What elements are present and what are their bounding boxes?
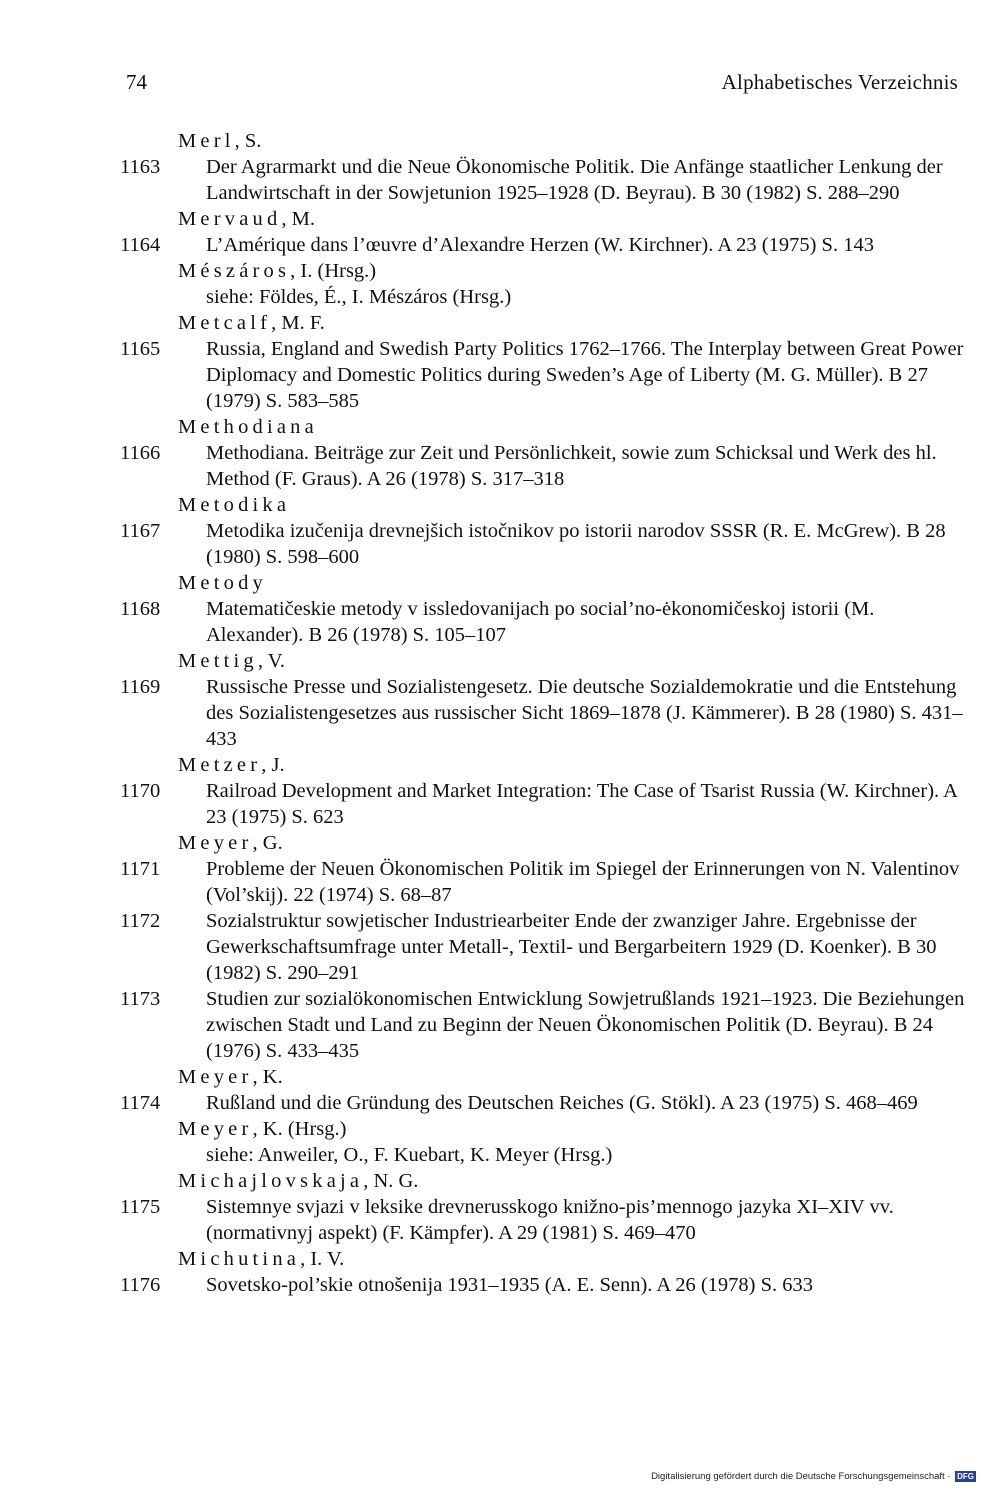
index-entry [120, 1272, 965, 1298]
index-entry [120, 1090, 965, 1116]
entry-number: 1174 [120, 1092, 161, 1114]
author-heading [120, 258, 965, 284]
author-heading [120, 206, 965, 232]
entry-number: 1169 [120, 676, 161, 698]
author-heading [120, 1246, 965, 1272]
page-number: 74 [126, 70, 147, 94]
index-entry [120, 778, 965, 830]
author-initials: , S. [234, 130, 262, 152]
index-entry [120, 440, 965, 492]
see-also-reference: siehe: Anweiler, O., F. Kuebart, K. Meyer (Hrsg.) [206, 1144, 613, 1166]
author-surname: Metodika [178, 494, 291, 516]
index-list [120, 128, 965, 1298]
entry-text: Sozialstruktur sowjetischer Industriearbeiter Ende der zwanziger Jahre. Ergebnisse der Gewerkschaftsumfrage unter Metall-, Textil- und Bergarbeitern 1929 (D. Koenker). B 30 (1982) S. 290–291 [206, 910, 937, 984]
author-surname: Mervaud [178, 208, 282, 230]
author-initials: , G. [252, 832, 283, 854]
entry-number: 1175 [120, 1196, 161, 1218]
index-entry [120, 518, 965, 570]
running-title: Alphabetisches Verzeichnis [721, 70, 958, 94]
author-heading [120, 310, 965, 336]
author-heading [120, 830, 965, 856]
author-heading [120, 1064, 965, 1090]
author-surname: Mettig [178, 650, 258, 672]
author-surname: Metody [178, 572, 267, 594]
dfg-logo-icon: DFG [957, 1472, 974, 1481]
entry-number: 1171 [120, 858, 161, 880]
entry-text: Metodika izučenija drevnejšich istočnikov po istorii narodov SSSR (R. E. McGrew). B 28 (1980) S. 598–600 [206, 520, 946, 568]
entry-text: Sistemnye svjazi v leksike drevnerusskogo knižno-pis’mennogo jazyka XI–XIV vv. (normativnyj aspekt) (F. Kämpfer). A 29 (1981) S. 469–470 [206, 1196, 894, 1244]
entry-number: 1165 [120, 338, 161, 360]
author-surname: Meyer [178, 1066, 253, 1088]
index-entry [120, 1194, 965, 1246]
author-surname: Michutina [178, 1248, 301, 1270]
entry-text: Russische Presse und Sozialistengesetz. Die deutsche Sozialdemokratie und die Entstehung des Sozialistengesetzes aus russischer Sicht 1869–1878 (J. Kämmerer). B 28 (1980) S. 431–433 [206, 676, 963, 750]
author-surname: Merl [178, 130, 235, 152]
author-heading [120, 128, 965, 154]
entry-number: 1176 [120, 1274, 161, 1296]
author-surname: Metcalf [178, 312, 272, 334]
entry-text: Railroad Development and Market Integration: The Case of Tsarist Russia (W. Kirchner). A 23 (1975) S. 623 [206, 780, 957, 828]
author-initials: , I. (Hrsg.) [290, 260, 377, 282]
author-initials: , N. G. [363, 1170, 419, 1192]
author-surname: Mészáros [178, 260, 291, 282]
index-entry [120, 856, 965, 908]
author-initials: , M. [281, 208, 316, 230]
entry-number: 1173 [120, 988, 161, 1010]
index-entry [120, 908, 965, 986]
author-heading [120, 1116, 965, 1142]
index-entry [120, 674, 965, 752]
author-initials: , K. [252, 1066, 283, 1088]
author-heading [120, 492, 965, 518]
entry-text: Studien zur sozialökonomischen Entwicklung Sowjetrußlands 1921–1923. Die Beziehungen zwischen Stadt und Land zu Beginn der Neuen Ökonomischen Politik (D. Beyrau). B 24 (1976) S. 433–435 [206, 988, 965, 1062]
author-surname: Meyer [178, 1118, 253, 1140]
entry-text: Rußland und die Gründung des Deutschen Reiches (G. Stökl). A 23 (1975) S. 468–469 [206, 1092, 918, 1114]
entry-number: 1168 [120, 598, 161, 620]
digitization-credit [651, 1471, 976, 1482]
author-surname: Michajlovskaja [178, 1170, 364, 1192]
author-heading [120, 648, 965, 674]
author-initials: , V. [257, 650, 286, 672]
author-initials: , I. V. [300, 1248, 345, 1270]
entry-number: 1164 [120, 234, 161, 256]
author-heading [120, 414, 965, 440]
entry-number: 1172 [120, 910, 161, 932]
author-initials: , M. F. [271, 312, 325, 334]
entry-number: 1167 [120, 520, 161, 542]
index-entry [120, 986, 965, 1064]
entry-text: Der Agrarmarkt und die Neue Ökonomische Politik. Die Anfänge staatlicher Lenkung der Landwirtschaft in der Sowjetunion 1925–1928 (D. Beyrau). B 30 (1982) S. 288–290 [206, 156, 943, 204]
entry-text: Sovetsko-pol’skie otnošenija 1931–1935 (A. E. Senn). A 26 (1978) S. 633 [206, 1274, 814, 1296]
entry-text: Matematičeskie metody v issledovanijach po social’no-ėkonomičeskoj istorii (M. Alexander). B 26 (1978) S. 105–107 [206, 598, 875, 646]
author-heading [120, 570, 965, 596]
author-surname: Methodiana [178, 416, 318, 438]
index-entry [120, 336, 965, 414]
author-initials: , K. (Hrsg.) [252, 1118, 347, 1140]
index-entry [120, 154, 965, 206]
entry-number: 1170 [120, 780, 161, 802]
credit-text: Digitalisierung gefördert durch die Deutsche Forschungsgemeinschaft · [651, 1471, 951, 1483]
author-heading [120, 1168, 965, 1194]
index-entry [120, 232, 965, 258]
author-surname: Metzer [178, 754, 262, 776]
entry-text: Methodiana. Beiträge zur Zeit und Persönlichkeit, sowie zum Schicksal und Werk des hl. Method (F. Graus). A 26 (1978) S. 317–318 [206, 442, 937, 490]
entry-text: Probleme der Neuen Ökonomischen Politik im Spiegel der Erinnerungen von N. Valentinov (Vol’skij). 22 (1974) S. 68–87 [206, 858, 960, 906]
index-entry [120, 596, 965, 648]
entry-text: L’Amérique dans l’œuvre d’Alexandre Herzen (W. Kirchner). A 23 (1975) S. 143 [206, 234, 874, 256]
author-heading [120, 752, 965, 778]
entry-number: 1166 [120, 442, 161, 464]
author-surname: Meyer [178, 832, 253, 854]
see-also-reference: siehe: Földes, É., I. Mészáros (Hrsg.) [206, 286, 512, 308]
author-initials: , J. [261, 754, 285, 776]
entry-text: Russia, England and Swedish Party Politics 1762–1766. The Interplay between Great Power Diplomacy and Domestic Politics during Sweden’s Age of Liberty (M. G. Müller). B 27 (1979) S. 583–585 [206, 338, 964, 412]
entry-number: 1163 [120, 156, 161, 178]
